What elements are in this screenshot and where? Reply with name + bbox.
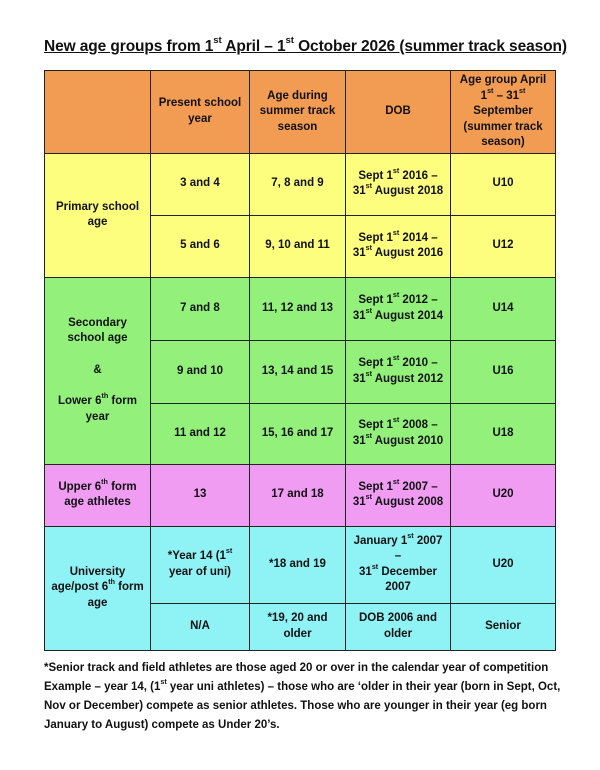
group-university: University age/post 6th form age bbox=[45, 526, 151, 650]
group-upper-6th: Upper 6th form age athletes bbox=[45, 464, 151, 526]
cell-age-group: U10 bbox=[451, 153, 556, 215]
cell-age-group: U16 bbox=[451, 340, 556, 403]
cell-school-year: 11 and 12 bbox=[151, 403, 250, 464]
table-row bbox=[45, 526, 556, 603]
cell-dob: Sept 1st 2014 – 31st August 2016 bbox=[346, 215, 451, 277]
cell-age-group: U14 bbox=[451, 277, 556, 340]
cell-dob: Sept 1st 2016 – 31st August 2018 bbox=[346, 153, 451, 215]
group-primary: Primary school age bbox=[45, 153, 151, 277]
cell-age-group: U20 bbox=[451, 526, 556, 603]
cell-age-group: U12 bbox=[451, 215, 556, 277]
cell-age: 15, 16 and 17 bbox=[250, 403, 346, 464]
cell-school-year: 9 and 10 bbox=[151, 340, 250, 403]
footnote bbox=[44, 659, 564, 735]
header-blank-cell bbox=[45, 71, 151, 154]
group-secondary: Secondary school age & Lower 6th form year bbox=[45, 277, 151, 464]
age-groups-table bbox=[44, 70, 556, 651]
header-age-group: Age group April 1st – 31st September (summer track season) bbox=[451, 71, 556, 154]
cell-age-group: U18 bbox=[451, 403, 556, 464]
table-row bbox=[45, 153, 556, 215]
cell-dob: Sept 1st 2008 – 31st August 2010 bbox=[346, 403, 451, 464]
cell-dob: Sept 1st 2007 – 31st August 2008 bbox=[346, 464, 451, 526]
cell-school-year: 3 and 4 bbox=[151, 153, 250, 215]
cell-dob: Sept 1st 2012 – 31st August 2014 bbox=[346, 277, 451, 340]
header-school-year: Present school year bbox=[151, 71, 250, 154]
table-row bbox=[45, 464, 556, 526]
cell-age: 11, 12 and 13 bbox=[250, 277, 346, 340]
table-row bbox=[45, 277, 556, 340]
cell-school-year: *Year 14 (1st year of uni) bbox=[151, 526, 250, 603]
footnote-line-1: *Senior track and field athletes are those aged 20 or over in the calendar year of competition bbox=[44, 662, 549, 674]
cell-school-year: N/A bbox=[151, 603, 250, 650]
page-title: New age groups from 1st April – 1st October 2026 (summer track season) bbox=[44, 35, 567, 55]
cell-school-year: 13 bbox=[151, 464, 250, 526]
cell-age: 7, 8 and 9 bbox=[250, 153, 346, 215]
cell-age-group: Senior bbox=[451, 603, 556, 650]
cell-age: *18 and 19 bbox=[250, 526, 346, 603]
cell-dob: Sept 1st 2010 – 31st August 2012 bbox=[346, 340, 451, 403]
cell-age: 9, 10 and 11 bbox=[250, 215, 346, 277]
cell-age: 13, 14 and 15 bbox=[250, 340, 346, 403]
cell-age-group: U20 bbox=[451, 464, 556, 526]
cell-school-year: 5 and 6 bbox=[151, 215, 250, 277]
cell-age: *19, 20 and older bbox=[250, 603, 346, 650]
footnote-line-2: Example – year 14, (1st year uni athletes) – those who are ‘older in their year (born in Sept, Oct, Nov or December) compete as senior athletes. Those who are younger in their year (eg born January to August) compete as Under 20’s. bbox=[44, 678, 561, 731]
header-age-during: Age during summer track season bbox=[250, 71, 346, 154]
header-dob: DOB bbox=[346, 71, 451, 154]
cell-dob: January 1st 2007 – 31st December 2007 bbox=[346, 526, 451, 603]
table-header-row bbox=[45, 71, 556, 154]
cell-dob: DOB 2006 and older bbox=[346, 603, 451, 650]
cell-age: 17 and 18 bbox=[250, 464, 346, 526]
cell-school-year: 7 and 8 bbox=[151, 277, 250, 340]
